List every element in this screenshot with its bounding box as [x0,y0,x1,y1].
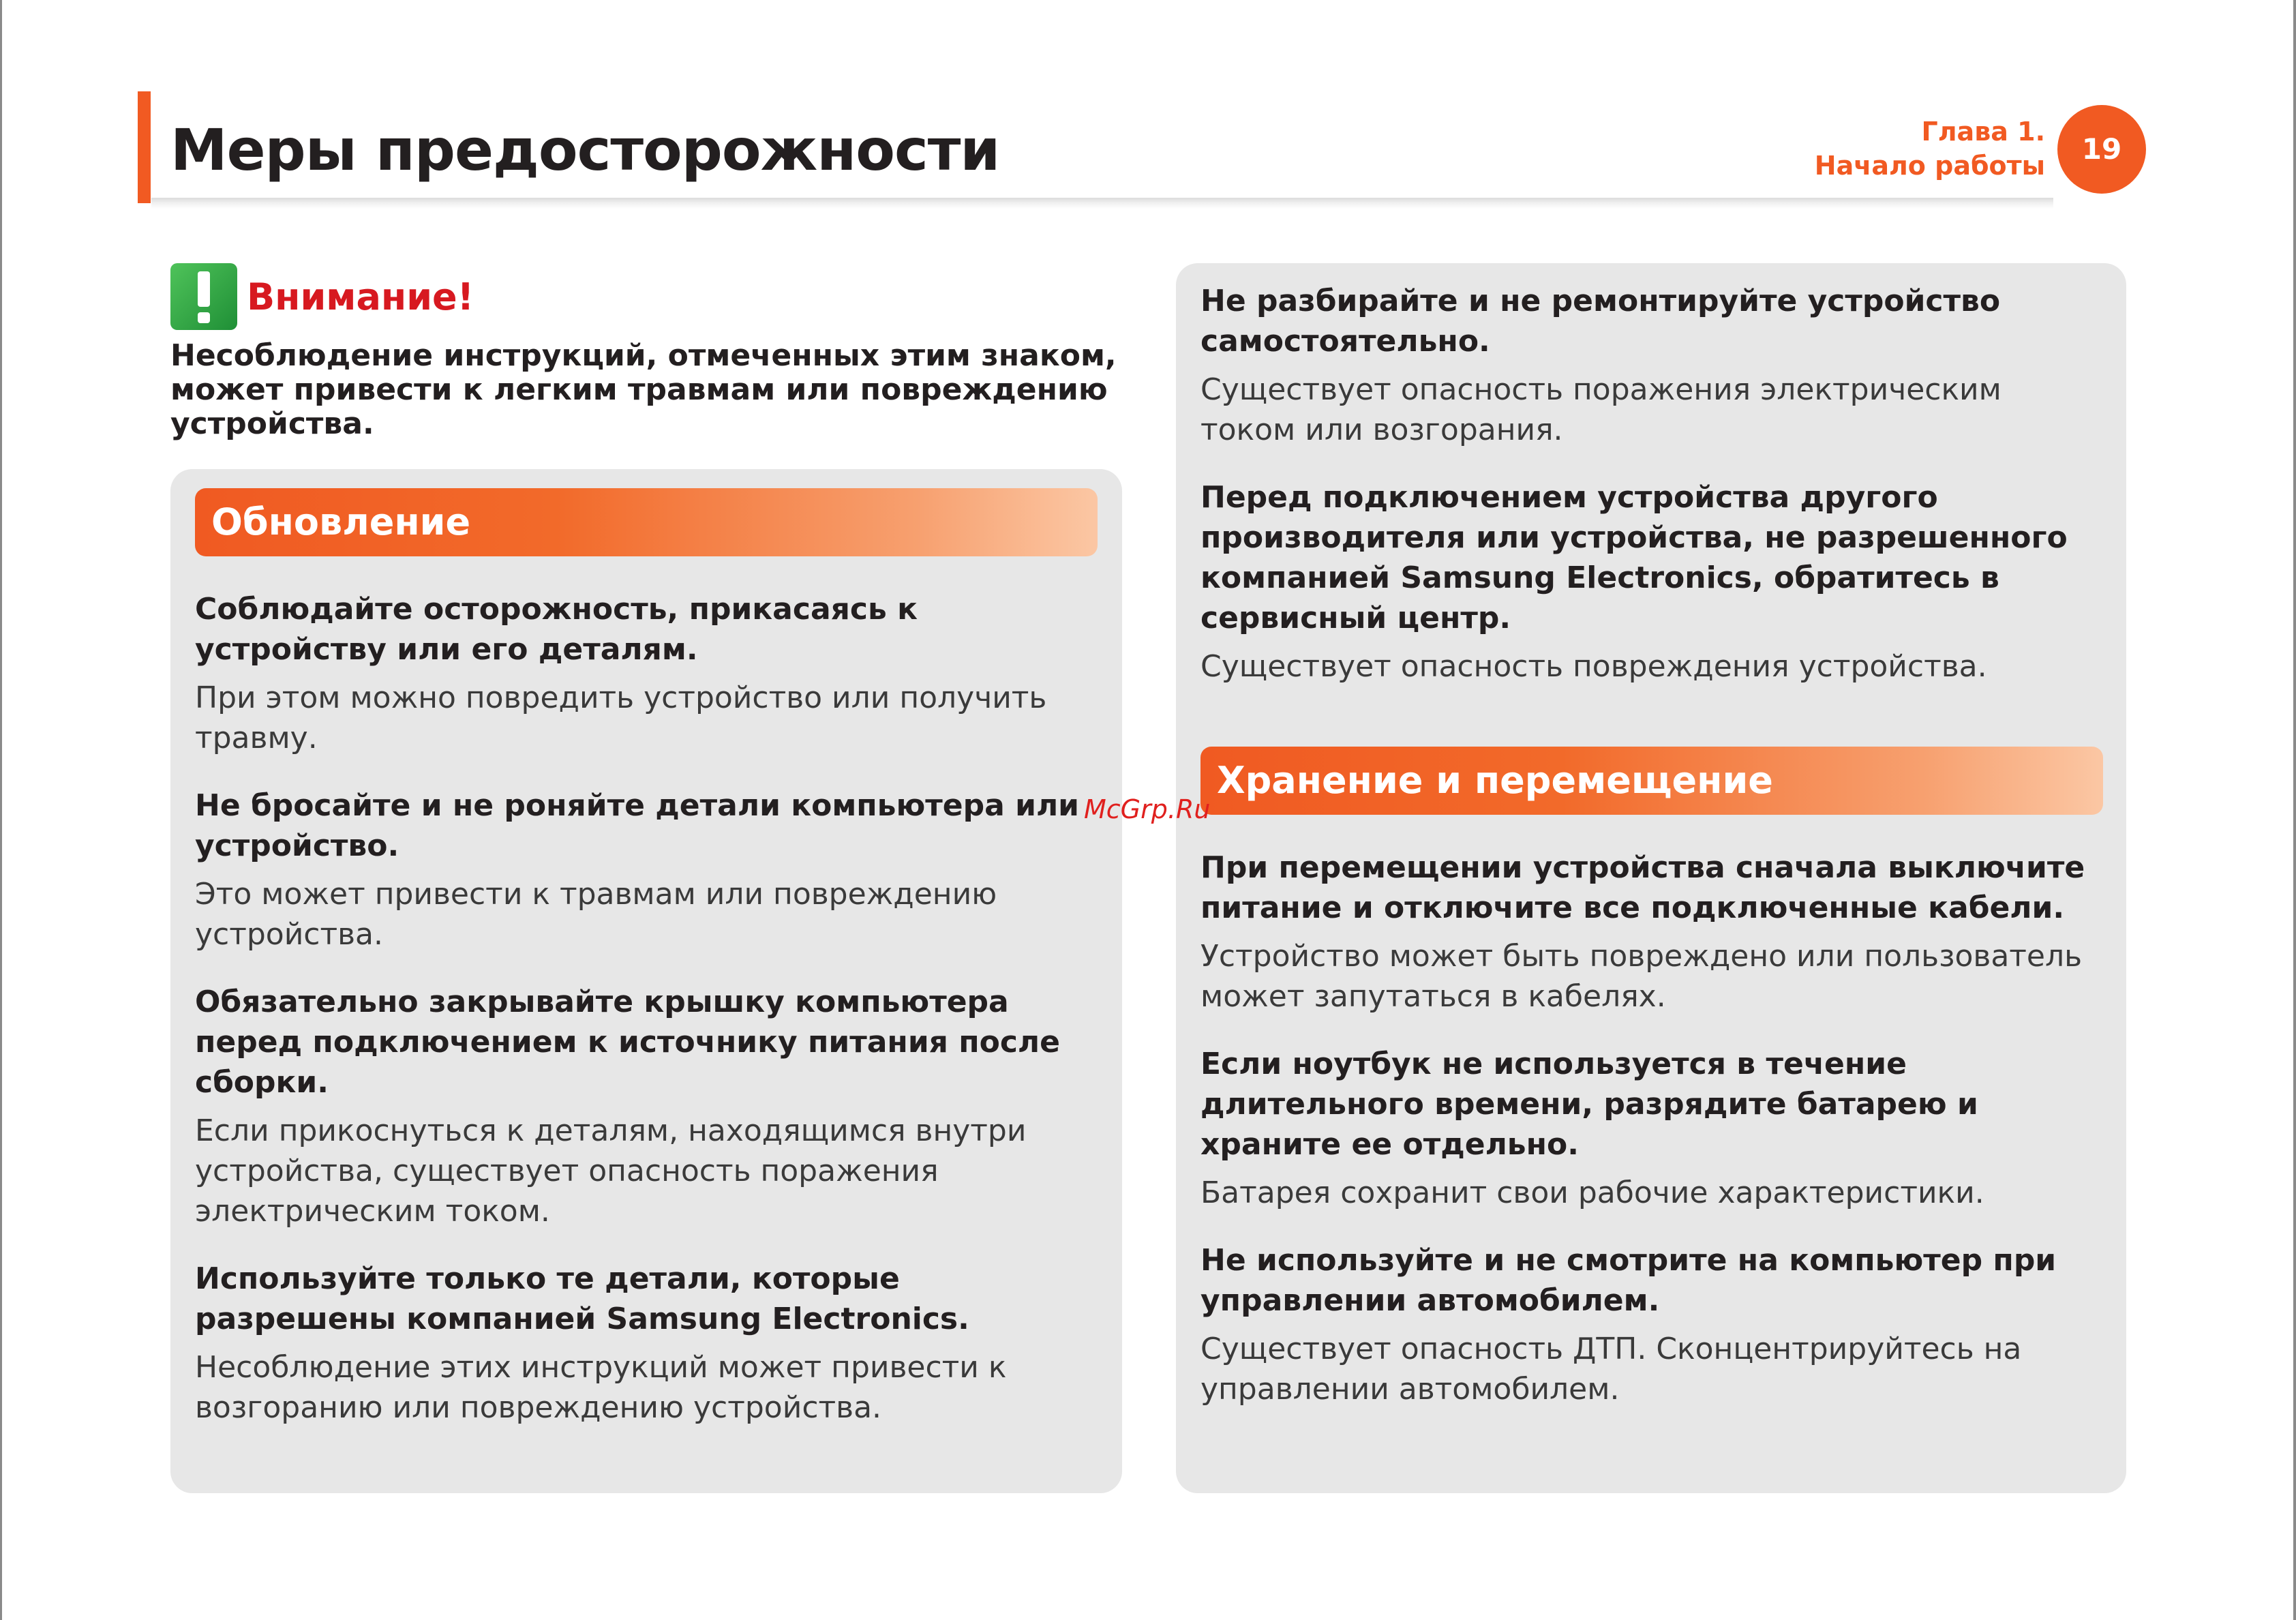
item-title: Перед подключением устройства другого производителя или устройства, не разрешенного компанией Samsung Electronics, обратитесь в сервисный центр. [1200,480,2068,635]
page-number-badge: 19 [2057,105,2146,194]
item-text: Существует опасность ДТП. Сконцентрируйтесь на управлении автомобилем. [1200,1332,2022,1407]
chapter-number: Глава 1. [1921,117,2045,147]
exclamation-warning-icon [170,263,237,330]
list-item [195,1259,1098,1428]
list-item [1200,1240,2103,1409]
list-item [1200,847,2103,1017]
attention-block [170,262,1179,441]
item-text: Это может привести к травмам или повреждению устройства. [195,877,997,952]
chapter-label [1815,115,2045,183]
panel-update-content [195,488,1098,1455]
item-text: Если прикоснуться к деталям, находящимся внутри устройства, существует опасность поражения электрическим током. [195,1113,1027,1229]
item-text: Несоблюдение этих инструкций может привести к возгоранию или повреждению устройства. [195,1350,1007,1425]
item-title: Не разбирайте и не ремонтируйте устройство самостоятельно. [1200,284,2001,359]
panel-storage-content [1200,281,2103,1437]
item-text: Батарея сохранит свои рабочие характеристики. [1200,1175,1984,1210]
list-item [195,589,1098,758]
section-header-storage: Хранение и перемещение [1200,747,2103,815]
attention-heading [170,262,1179,331]
list-item [195,785,1098,955]
item-text: Устройство может быть повреждено или пользователь может запутаться в кабелях. [1200,939,2083,1014]
item-title: Если ноутбук не используется в течение длительного времени, разрядите батарею и храните ее отдельно. [1200,1047,1978,1162]
list-item [1200,1044,2103,1213]
item-text: Существует опасность поражения электрическим током или возгорания. [1200,372,2002,447]
attention-title: Внимание! [247,275,474,318]
item-title: Используйте только те детали, которые разрешены компанией Samsung Electronics. [195,1261,969,1336]
list-item [1200,477,2103,687]
title-accent-bar [138,91,151,203]
list-item [1200,281,2103,450]
watermark: McGrp.Ru [1084,794,1211,824]
page-edge-right [2293,0,2296,1620]
item-title: Не используйте и не смотрите на компьютер при управлении автомобилем. [1200,1243,2057,1318]
item-title: Соблюдайте осторожность, прикасаясь к устройству или его деталям. [195,592,918,667]
header-rule [151,198,2053,209]
item-text: Существует опасность повреждения устройства. [1200,649,1987,684]
chapter-title: Начало работы [1814,151,2045,181]
panel-update [170,469,1122,1493]
attention-text: Несоблюдение инструкций, отмеченных этим знаком, может привести к легким травмам или повреждению устройства. [170,338,1117,441]
item-title: Обязательно закрывайте крышку компьютера перед подключением к источнику питания после сборки. [195,985,1060,1100]
item-text: При этом можно повредить устройство или получить травму. [195,680,1047,755]
item-title: При перемещении устройства сначала выключите питание и отключите все подключенные кабели. [1200,850,2085,925]
list-item [195,982,1098,1231]
page-edge-left [0,0,2,1620]
page-title: Меры предосторожности [170,117,1000,183]
section-header-update: Обновление [195,488,1098,556]
item-title: Не бросайте и не роняйте детали компьютера или устройство. [195,788,1080,863]
panel-storage [1176,263,2126,1493]
